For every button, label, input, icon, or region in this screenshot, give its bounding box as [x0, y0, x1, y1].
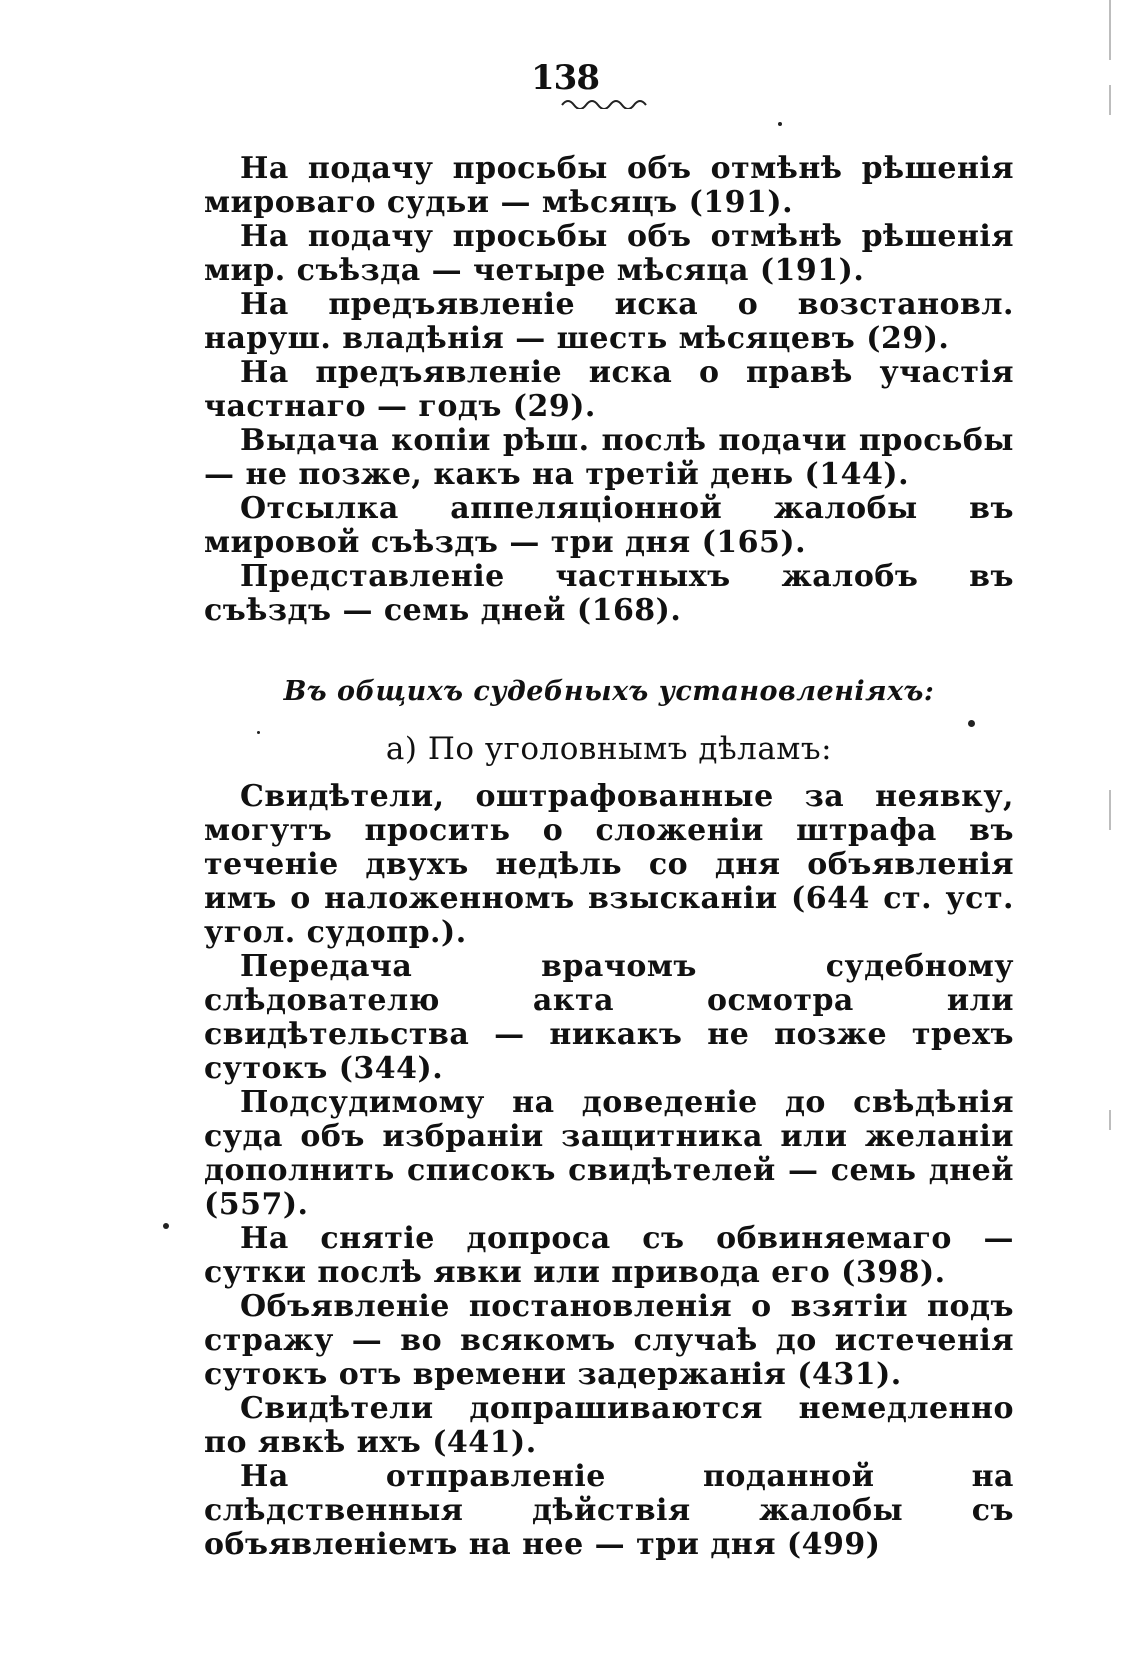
- entry-13: Свидѣтели допрашиваются немедленно по явкѣ ихъ (441).: [204, 1391, 1014, 1460]
- scan-speck: [968, 720, 975, 727]
- scan-edge-line: [1109, 0, 1111, 60]
- scan-speck: [778, 122, 782, 126]
- scan-edge-line: [1109, 85, 1111, 115]
- subsection-heading: а) По уголовнымъ дѣламъ:: [385, 731, 833, 767]
- entry-5: Выдача копіи рѣш. послѣ подачи просьбы — не позже, какъ на третій день (144).: [204, 423, 1014, 492]
- entry-4: На предъявленіе иска о правѣ участія частнаго — годъ (29).: [204, 355, 1014, 424]
- entry-1: На подачу просьбы объ отмѣнѣ рѣшенія мироваго судьи — мѣсяцъ (191).: [204, 151, 1014, 220]
- wavy-underline-ornament: [560, 95, 650, 109]
- page-number: 138: [531, 58, 599, 98]
- scan-edge-line: [1109, 790, 1111, 830]
- entry-14: На отправленіе поданной на слѣдственныя дѣйствія жалобы съ объявленіемъ на нее — три дня (499): [204, 1459, 1014, 1562]
- scan-speck: [257, 731, 260, 734]
- scan-speck: [163, 1223, 169, 1229]
- deadline-list-justices: [204, 152, 1014, 628]
- entry-10: Подсудимому на доведеніе до свѣдѣнія суда объ избраніи защитника или желаніи дополнить списокъ свидѣтелей — семь дней (557).: [204, 1085, 1014, 1222]
- scan-edge-line: [1109, 1110, 1111, 1130]
- entry-3: На предъявленіе иска о возстановл. наруш. владѣнія — шесть мѣсяцевъ (29).: [204, 287, 1014, 356]
- deadline-list-criminal: [204, 780, 1014, 1562]
- entry-2: На подачу просьбы объ отмѣнѣ рѣшенія мир. съѣзда — четыре мѣсяца (191).: [204, 219, 1014, 288]
- entry-11: На снятіе допроса съ обвиняемаго — сутки послѣ явки или привода его (398).: [204, 1221, 1014, 1290]
- entry-8: Свидѣтели, оштрафованные за неявку, могутъ просить о сложеніи штрафа въ теченіе двухъ недѣль со дня объявленія имъ о наложенномъ взысканіи (644 ст. уст. угол. судопр.).: [204, 779, 1014, 950]
- entry-9: Передача врачомъ судебному слѣдователю акта осмотра или свидѣтельства — никакъ не позже трехъ сутокъ (344).: [204, 949, 1014, 1086]
- entry-7: Представленіе частныхъ жалобъ въ съѣздъ — семь дней (168).: [204, 559, 1014, 628]
- section-heading: Въ общихъ судебныхъ установленіяхъ:: [283, 676, 935, 707]
- entry-6: Отсылка аппеляціонной жалобы въ мировой съѣздъ — три дня (165).: [204, 491, 1014, 560]
- entry-12: Объявленіе постановленія о взятіи подъ стражу — во всякомъ случаѣ до истеченія сутокъ отъ времени задержанія (431).: [204, 1289, 1014, 1392]
